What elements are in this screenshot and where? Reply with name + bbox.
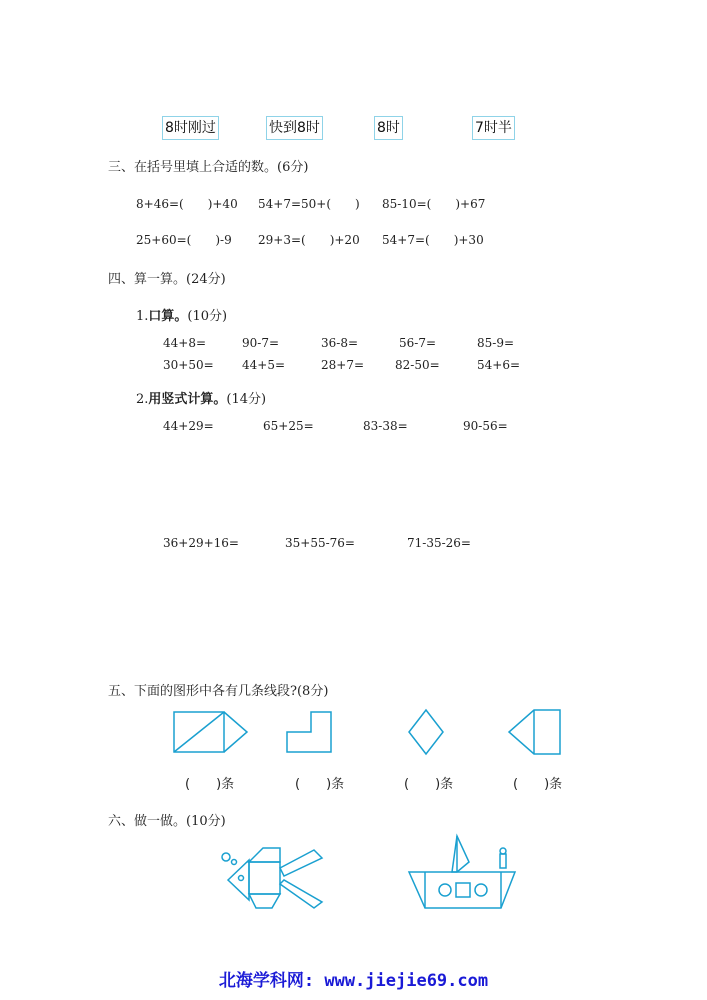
oral-calc-8: 28+7= [321, 358, 365, 372]
shape1-triangle [224, 712, 247, 752]
boat-window [456, 883, 470, 897]
fish-bubble-large [222, 853, 230, 861]
vertical-calc-7: 71-35-26= [407, 536, 471, 550]
shape1-diagonal [174, 712, 224, 752]
answer-blank-1: ( )条 [185, 777, 235, 792]
boat-figure [405, 834, 519, 914]
fish-tail-lower [280, 880, 322, 908]
section3-title: 三、在括号里填上合适的数。(6分) [108, 160, 309, 175]
part1-title: 口算。 [148, 309, 188, 324]
section5-title: 五、下面的图形中各有几条线段?(8分) [108, 684, 329, 699]
answer-blank-3: ( )条 [404, 777, 454, 792]
time-label-1: 8时刚过 [162, 116, 219, 140]
answer-blank-2: ( )条 [295, 777, 345, 792]
fill-blank-6: 54+7=( )+30 [382, 233, 484, 247]
vertical-calc-4: 90-56= [463, 419, 508, 433]
fish-bubble-small [232, 860, 237, 865]
fish-top-fin [249, 848, 280, 862]
shape3-outline [409, 710, 443, 754]
fill-blank-4: 25+60=( )-9 [136, 233, 232, 247]
part2-number: 2. [136, 392, 149, 407]
fish-eye [239, 876, 244, 881]
boat-sail [452, 836, 469, 872]
part1-heading [136, 305, 227, 324]
part2-heading [136, 388, 266, 407]
boat-smoke [500, 848, 506, 854]
part1-score: (10分) [187, 309, 228, 324]
shape-diamond [404, 706, 448, 758]
vertical-calc-6: 35+55-76= [285, 536, 355, 550]
boat-chimney [500, 854, 506, 868]
shape2-outline [287, 712, 331, 752]
fish-tail-upper [280, 850, 322, 876]
section4-title: 四、算一算。(24分) [108, 272, 226, 287]
part2-score: (14分) [226, 392, 267, 407]
fish-bottom-fin [249, 894, 280, 908]
time-label-2: 快到8时 [266, 116, 323, 140]
part1-number: 1. [136, 309, 149, 324]
vertical-calc-1: 44+29= [163, 419, 214, 433]
oral-calc-10: 54+6= [477, 358, 521, 372]
fish-body [249, 862, 280, 894]
oral-calc-6: 30+50= [163, 358, 214, 372]
part2-title: 用竖式计算。 [148, 392, 227, 407]
time-label-4: 7时半 [472, 116, 515, 140]
fill-blank-2: 54+7=50+( ) [258, 197, 360, 211]
shape-arrow-pentagon [503, 706, 567, 758]
fill-blank-1: 8+46=( )+40 [136, 197, 238, 211]
fill-blank-3: 85-10=( )+67 [382, 197, 486, 211]
oral-calc-3: 36-8= [321, 336, 359, 350]
oral-calc-7: 44+5= [242, 358, 286, 372]
boat-porthole-right [475, 884, 487, 896]
oral-calc-1: 44+8= [163, 336, 207, 350]
section6-title: 六、做一做。(10分) [108, 814, 226, 829]
answer-blank-4: ( )条 [513, 777, 563, 792]
fill-blank-5: 29+3=( )+20 [258, 233, 360, 247]
vertical-calc-3: 83-38= [363, 419, 408, 433]
shape-rect-with-triangle [170, 708, 252, 756]
footer-source: 北海学科网: www.jiejie69.com [218, 971, 489, 991]
oral-calc-5: 85-9= [477, 336, 515, 350]
oral-calc-4: 56-7= [399, 336, 437, 350]
time-label-3: 8时 [374, 116, 403, 140]
oral-calc-9: 82-50= [395, 358, 440, 372]
shape-l-block [283, 708, 335, 756]
fish-figure [218, 840, 326, 912]
vertical-calc-5: 36+29+16= [163, 536, 239, 550]
boat-porthole-left [439, 884, 451, 896]
vertical-calc-2: 65+25= [263, 419, 314, 433]
oral-calc-2: 90-7= [242, 336, 280, 350]
